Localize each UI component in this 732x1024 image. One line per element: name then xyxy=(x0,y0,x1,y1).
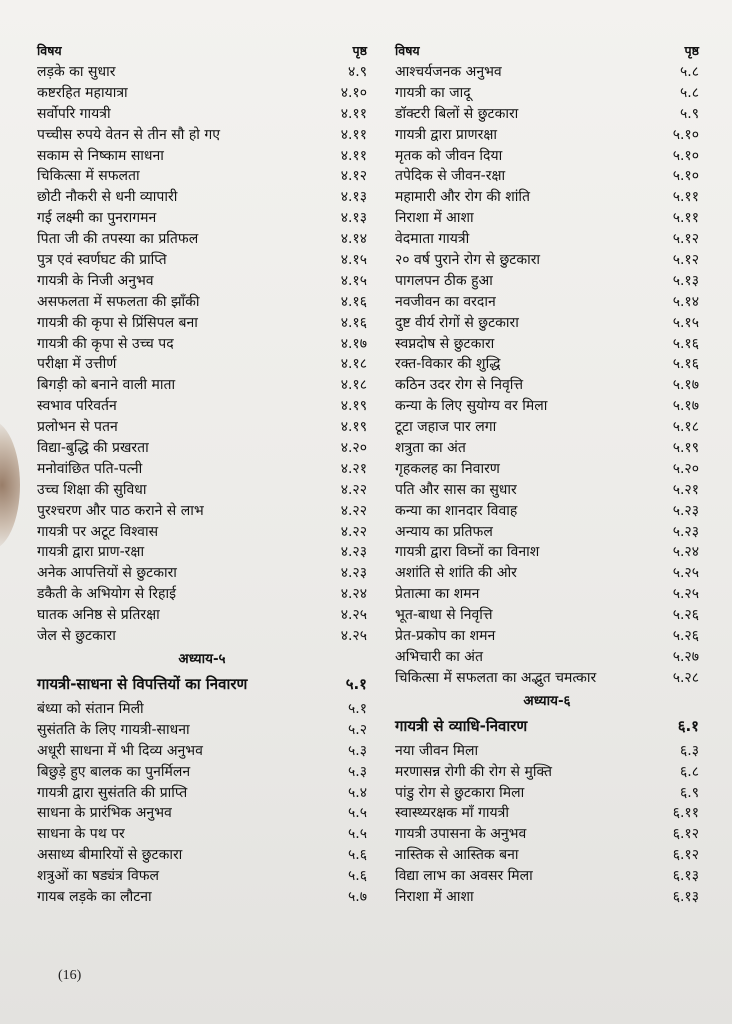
chapter-5-entries xyxy=(37,699,367,908)
entry-page: ६.३ xyxy=(679,742,699,759)
entry-title: छोटी नौकरी से धनी व्यापारी xyxy=(37,189,178,206)
entry-title: दुष्ट वीर्य रोगों से छुटकारा xyxy=(395,314,519,331)
toc-entry[interactable] xyxy=(37,762,367,783)
entry-page: ५.१५ xyxy=(672,314,699,331)
entry-page: ५.७ xyxy=(347,888,367,905)
entry-title: चिकित्सा में सफलता का अद्भुत चमत्कार xyxy=(395,669,597,686)
entry-page: ५.८ xyxy=(679,84,699,101)
entry-title: पागलपन ठीक हुआ xyxy=(395,272,493,289)
toc-entry[interactable] xyxy=(395,845,699,866)
toc-entry[interactable] xyxy=(395,887,699,908)
entry-page: ४.२४ xyxy=(340,586,367,603)
entry-page: ५.१२ xyxy=(672,252,699,269)
entry-title: डकैती के अभियोग से रिहाई xyxy=(37,586,176,603)
toc-entry[interactable] xyxy=(395,208,699,229)
entry-page: ५.१७ xyxy=(672,398,699,415)
toc-entry[interactable] xyxy=(395,762,699,783)
toc-entry[interactable] xyxy=(395,313,699,334)
entry-page: ४.२२ xyxy=(340,502,367,519)
entry-title: अधूरी साधना में भी दिव्य अनुभव xyxy=(37,742,203,759)
entry-page: ५.१६ xyxy=(672,356,699,373)
entry-title: आश्चर्यजनक अनुभव xyxy=(395,64,502,80)
entry-title: विद्या लाभ का अवसर मिला xyxy=(395,868,533,885)
toc-entry[interactable] xyxy=(395,563,699,584)
entry-page: ४.२३ xyxy=(340,544,367,561)
entry-title: डॉक्टरी बिलों से छुटकारा xyxy=(395,105,519,122)
entry-title: नवजीवन का वरदान xyxy=(395,293,496,310)
toc-entry[interactable] xyxy=(395,741,699,762)
entry-page: ५.५ xyxy=(347,826,367,843)
entry-page: ४.१६ xyxy=(340,293,367,310)
entry-page: ४.१८ xyxy=(340,356,367,373)
entry-page: ४.२१ xyxy=(340,460,367,477)
toc-entry[interactable] xyxy=(37,824,367,845)
entry-title: पांडु रोग से छुटकारा मिला xyxy=(395,784,525,801)
entry-page: ५.१२ xyxy=(672,231,699,248)
entry-title: असाध्य बीमारियों से छुटकारा xyxy=(37,847,183,864)
section-title: गायत्री-साधना से विपत्तियों का निवारण xyxy=(37,674,248,693)
entry-title: तपेदिक से जीवन-रक्षा xyxy=(395,168,506,185)
toc-entry[interactable] xyxy=(37,334,367,355)
entry-title: २० वर्ष पुराने रोग से छुटकारा xyxy=(395,252,541,269)
entry-title: बिछुड़े हुए बालक का पुनर्मिलन xyxy=(37,763,191,780)
entry-title: मृतक को जीवन दिया xyxy=(395,147,503,164)
toc-entry[interactable] xyxy=(395,146,699,167)
column-header xyxy=(37,42,367,60)
toc-entry[interactable] xyxy=(395,62,699,83)
entry-title: स्वप्नदोष से छुटकारा xyxy=(395,335,495,352)
entry-page: ५.२४ xyxy=(672,544,699,561)
toc-entry[interactable] xyxy=(395,83,699,104)
entry-page: ५.२० xyxy=(672,460,699,477)
toc-entry[interactable] xyxy=(37,459,367,480)
toc-entry[interactable] xyxy=(395,438,699,459)
chapter-6-heading: अध्याय-६ xyxy=(523,692,571,709)
entry-title: गायत्री द्वारा सुसंतति की प्राप्ति xyxy=(37,784,188,801)
entry-title: कन्या का शानदार विवाह xyxy=(395,502,518,519)
entry-page: ५.१६ xyxy=(672,335,699,352)
entry-title: मरणासन्न रोगी की रोग से मुक्ति xyxy=(395,763,552,780)
toc-entry[interactable] xyxy=(37,522,367,543)
toc-entry[interactable] xyxy=(395,542,699,563)
entry-page: ४.१० xyxy=(340,84,367,101)
entry-page: ४.१४ xyxy=(340,231,367,248)
entry-page: ४.१२ xyxy=(340,168,367,185)
toc-entry[interactable] xyxy=(37,783,367,804)
toc-entry[interactable] xyxy=(37,845,367,866)
entry-page: ५.६ xyxy=(347,868,367,885)
entry-title: बिगड़ी को बनाने वाली माता xyxy=(37,377,176,394)
toc-left-column xyxy=(37,42,367,908)
toc-entry[interactable] xyxy=(395,626,699,647)
toc-entry[interactable] xyxy=(37,720,367,741)
entry-title: पुरश्चरण और पाठ कराने से लाभ xyxy=(37,502,204,519)
entry-page: ५.१० xyxy=(672,126,699,143)
entry-page: ५.८ xyxy=(679,64,699,80)
toc-entries xyxy=(395,62,699,689)
toc-entry[interactable] xyxy=(37,626,367,647)
entry-page: ५.१० xyxy=(672,168,699,185)
entry-title: अन्याय का प्रतिफल xyxy=(395,523,493,540)
entry-page: ५.१९ xyxy=(672,440,699,457)
chapter-5-heading: अध्याय-५ xyxy=(178,650,226,667)
toc-entry[interactable] xyxy=(37,396,367,417)
toc-entry[interactable] xyxy=(37,187,367,208)
toc-entry[interactable] xyxy=(395,334,699,355)
entry-title: गायत्री की कृपा से उच्च पद xyxy=(37,335,174,352)
entry-page: ५.३ xyxy=(347,742,367,759)
toc-entry[interactable] xyxy=(395,250,699,271)
entry-title: गायत्री द्वारा प्राणरक्षा xyxy=(395,126,498,143)
entry-page: ५.६ xyxy=(347,847,367,864)
entry-page: ५.२ xyxy=(347,721,367,738)
entry-page: ४.१३ xyxy=(340,189,367,206)
entry-title: पच्चीस रुपये वेतन से तीन सौ हो गए xyxy=(37,126,220,143)
toc-entry[interactable] xyxy=(395,166,699,187)
subject-header: विषय xyxy=(37,43,62,58)
entry-page: ५.२७ xyxy=(672,648,699,665)
toc-entry[interactable] xyxy=(37,104,367,125)
entry-page: ५.२८ xyxy=(672,669,699,686)
entry-title: पुत्र एवं स्वर्णघट की प्राप्ति xyxy=(37,252,167,269)
toc-entry[interactable] xyxy=(37,699,367,720)
toc-entry[interactable] xyxy=(395,396,699,417)
entry-page: ६.१२ xyxy=(672,847,699,864)
entry-title: पति और सास का सुधार xyxy=(395,481,517,498)
toc-entries xyxy=(37,62,367,647)
entry-title: लड़के का सुधार xyxy=(37,64,116,80)
entry-title: प्रेत-प्रकोप का शमन xyxy=(395,628,496,645)
entry-title: सुसंतति के लिए गायत्री-साधना xyxy=(37,721,190,738)
entry-page: ४.१८ xyxy=(340,377,367,394)
toc-entry[interactable] xyxy=(395,824,699,845)
toc-entry[interactable] xyxy=(37,480,367,501)
entry-page: ४.११ xyxy=(340,105,367,122)
toc-entry[interactable] xyxy=(37,166,367,187)
entry-title: प्रलोभन से पतन xyxy=(37,419,118,436)
entry-page: ५.२३ xyxy=(672,523,699,540)
toc-entry[interactable] xyxy=(395,375,699,396)
entry-page: ५.२६ xyxy=(672,607,699,624)
entry-page: ४.२२ xyxy=(340,523,367,540)
toc-entry[interactable] xyxy=(395,459,699,480)
toc-entry[interactable] xyxy=(37,803,367,824)
toc-entry[interactable] xyxy=(37,125,367,146)
toc-entry[interactable] xyxy=(37,146,367,167)
entry-title: गायत्री उपासना के अनुभव xyxy=(395,826,527,843)
subject-header: विषय xyxy=(395,43,420,58)
entry-title: चिकित्सा में सफलता xyxy=(37,168,140,185)
toc-entry[interactable] xyxy=(37,208,367,229)
toc-entry[interactable] xyxy=(37,417,367,438)
entry-title: गायत्री द्वारा विघ्नों का विनाश xyxy=(395,544,540,561)
toc-entry[interactable] xyxy=(37,563,367,584)
entry-page: ६.१३ xyxy=(672,868,699,885)
entry-page: ४.१९ xyxy=(340,398,367,415)
entry-page: ५.२१ xyxy=(672,481,699,498)
toc-entry[interactable] xyxy=(37,313,367,334)
entry-page: ४.२३ xyxy=(340,565,367,582)
entry-title: विद्या-बुद्धि की प्रखरता xyxy=(37,440,149,457)
entry-title: परीक्षा में उत्तीर्ण xyxy=(37,356,117,373)
entry-page: ५.२३ xyxy=(672,502,699,519)
entry-title: गायत्री की कृपा से प्रिंसिपल बना xyxy=(37,314,198,331)
entry-title: कठिन उदर रोग से निवृत्ति xyxy=(395,377,524,394)
entry-title: पिता जी की तपस्या का प्रतिफल xyxy=(37,231,199,248)
toc-entry[interactable] xyxy=(37,741,367,762)
entry-page: ५.११ xyxy=(672,210,699,227)
entry-page: ५.२५ xyxy=(672,586,699,603)
entry-title: टूटा जहाज पार लगा xyxy=(395,419,497,436)
entry-page: ५.२५ xyxy=(672,565,699,582)
entry-page: ६.९ xyxy=(679,784,699,801)
section-title: गायत्री से व्याधि-निवारण xyxy=(395,716,528,735)
entry-title: गायत्री पर अटूट विश्वास xyxy=(37,523,159,540)
toc-entry[interactable] xyxy=(37,866,367,887)
toc-entry[interactable] xyxy=(395,354,699,375)
entry-page: ५.१ xyxy=(347,700,367,717)
toc-entry[interactable] xyxy=(395,668,699,689)
entry-page: ४.१५ xyxy=(340,252,367,269)
entry-title: साधना के प्रारंभिक अनुभव xyxy=(37,805,172,822)
entry-page: ६.१२ xyxy=(672,826,699,843)
entry-page: ५.११ xyxy=(672,189,699,206)
entry-title: गायत्री का जादू xyxy=(395,84,471,101)
column-header xyxy=(395,42,699,60)
toc-entry[interactable] xyxy=(37,62,367,83)
entry-title: गृहकलह का निवारण xyxy=(395,460,500,477)
entry-page: ४.१७ xyxy=(340,335,367,352)
entry-page: ५.२६ xyxy=(672,628,699,645)
entry-page: ४.२५ xyxy=(340,607,367,624)
entry-page: ५.१० xyxy=(672,147,699,164)
entry-page: ४.११ xyxy=(340,147,367,164)
chapter-5-section[interactable] xyxy=(37,671,367,697)
entry-page: ६.८ xyxy=(679,763,699,780)
entry-title: निराशा में आशा xyxy=(395,888,474,905)
entry-page: ५.१७ xyxy=(672,377,699,394)
toc-entry[interactable] xyxy=(37,375,367,396)
entry-title: कष्टरहित महायात्रा xyxy=(37,84,128,101)
entry-title: अशांति से शांति की ओर xyxy=(395,565,517,582)
entry-page: ५.४ xyxy=(347,784,367,801)
chapter-6-entries xyxy=(395,741,699,908)
entry-page: ४.१३ xyxy=(340,210,367,227)
entry-page: ५.३ xyxy=(347,763,367,780)
entry-page: ५.१८ xyxy=(672,419,699,436)
toc-entry[interactable] xyxy=(37,83,367,104)
toc-entry[interactable] xyxy=(395,480,699,501)
entry-title: शत्रुओं का षड्यंत्र विफल xyxy=(37,868,160,885)
toc-entry[interactable] xyxy=(395,647,699,668)
entry-page: ४.९ xyxy=(347,64,367,80)
entry-title: शत्रुता का अंत xyxy=(395,440,466,457)
entry-page: ४.२५ xyxy=(340,628,367,645)
page-header: पृष्ठ xyxy=(352,43,367,58)
entry-title: अभिचारी का अंत xyxy=(395,648,483,665)
toc-entry[interactable] xyxy=(37,887,367,908)
entry-title: बंध्या को संतान मिली xyxy=(37,700,144,717)
toc-entry[interactable] xyxy=(395,417,699,438)
toc-entry[interactable] xyxy=(37,250,367,271)
entry-page: ६.११ xyxy=(672,805,699,822)
toc-entry[interactable] xyxy=(37,271,367,292)
entry-title: गायब लड़के का लौटना xyxy=(37,888,152,905)
entry-page: ४.११ xyxy=(340,126,367,143)
entry-page: ५.१४ xyxy=(672,293,699,310)
entry-title: नया जीवन मिला xyxy=(395,742,479,759)
toc-entry[interactable] xyxy=(395,501,699,522)
toc-entry[interactable] xyxy=(37,229,367,250)
entry-title: महामारी और रोग की शांति xyxy=(395,189,530,206)
entry-title: स्वास्थ्यरक्षक माँ गायत्री xyxy=(395,805,509,822)
page-number: (16) xyxy=(58,968,82,983)
entry-title: साधना के पथ पर xyxy=(37,826,125,843)
toc-entry[interactable] xyxy=(37,438,367,459)
entry-title: वेदमाता गायत्री xyxy=(395,231,470,248)
toc-entry[interactable] xyxy=(395,522,699,543)
entry-page: ५.९ xyxy=(679,105,699,122)
toc-entry[interactable] xyxy=(395,584,699,605)
toc-right-column xyxy=(395,42,699,908)
toc-entry[interactable] xyxy=(395,292,699,313)
toc-entry[interactable] xyxy=(37,542,367,563)
entry-page: ४.२२ xyxy=(340,481,367,498)
entry-title: गई लक्ष्मी का पुनरागमन xyxy=(37,210,157,227)
entry-title: गायत्री के निजी अनुभव xyxy=(37,272,154,289)
entry-title: निराशा में आशा xyxy=(395,210,474,227)
entry-title: सर्वोपरि गायत्री xyxy=(37,105,111,122)
entry-title: सकाम से निष्काम साधना xyxy=(37,147,164,164)
toc-entry[interactable] xyxy=(395,271,699,292)
entry-title: नास्तिक से आस्तिक बना xyxy=(395,847,519,864)
toc-entry[interactable] xyxy=(395,187,699,208)
toc-entry[interactable] xyxy=(37,501,367,522)
chapter-6-section[interactable] xyxy=(395,713,699,739)
entry-title: मनोवांछित पति-पत्नी xyxy=(37,460,143,477)
entry-title: रक्त-विकार की शुद्धि xyxy=(395,356,501,373)
toc-entry[interactable] xyxy=(395,866,699,887)
entry-title: भूत-बाधा से निवृत्ति xyxy=(395,607,493,624)
entry-page: ४.१९ xyxy=(340,419,367,436)
entry-title: असफलता में सफलता की झाँकी xyxy=(37,293,200,310)
entry-title: कन्या के लिए सुयोग्य वर मिला xyxy=(395,398,548,415)
toc-entry[interactable] xyxy=(37,354,367,375)
toc-entry[interactable] xyxy=(395,229,699,250)
entry-page: ५.१३ xyxy=(672,272,699,289)
section-page: ५.१ xyxy=(345,674,367,693)
entry-page: ४.१५ xyxy=(340,272,367,289)
toc-entry[interactable] xyxy=(37,605,367,626)
entry-title: स्वभाव परिवर्तन xyxy=(37,398,117,415)
entry-page: ६.१३ xyxy=(672,888,699,905)
entry-title: उच्च शिक्षा की सुविधा xyxy=(37,481,147,498)
page-header: पृष्ठ xyxy=(684,43,699,58)
entry-title: घातक अनिष्ठ से प्रतिरक्षा xyxy=(37,607,160,624)
entry-title: गायत्री द्वारा प्राण-रक्षा xyxy=(37,544,145,561)
entry-page: ५.५ xyxy=(347,805,367,822)
toc-entry[interactable] xyxy=(395,125,699,146)
entry-title: प्रेतात्मा का शमन xyxy=(395,586,480,603)
toc-entry[interactable] xyxy=(395,605,699,626)
entry-page: ४.१६ xyxy=(340,314,367,331)
toc-entry[interactable] xyxy=(395,104,699,125)
toc-entry[interactable] xyxy=(395,783,699,804)
entry-title: अनेक आपत्तियों से छुटकारा xyxy=(37,565,177,582)
entry-title: जेल से छुटकारा xyxy=(37,628,116,645)
entry-page: ४.२० xyxy=(340,440,367,457)
toc-entry[interactable] xyxy=(37,292,367,313)
toc-entry[interactable] xyxy=(395,803,699,824)
toc-entry[interactable] xyxy=(37,584,367,605)
section-page: ६.१ xyxy=(677,716,699,735)
